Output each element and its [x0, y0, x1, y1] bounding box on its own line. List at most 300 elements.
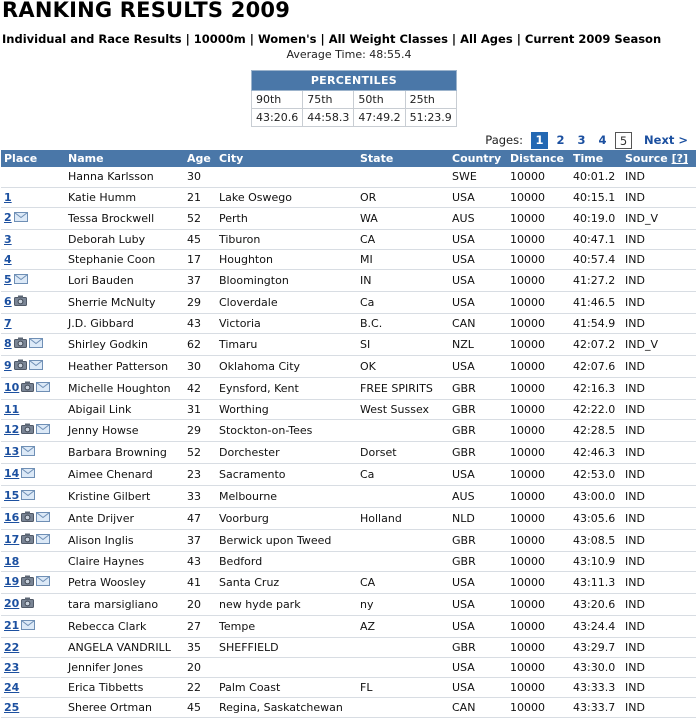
email-icon[interactable]: [14, 274, 28, 287]
source-cell: IND: [622, 571, 696, 593]
age-cell: 37: [184, 529, 216, 551]
percentiles-table: [251, 70, 457, 127]
source-cell: IND: [622, 697, 696, 717]
state-cell: WA: [357, 207, 449, 229]
next-page-link[interactable]: Next >: [644, 133, 688, 147]
distance-cell: 10000: [507, 441, 570, 463]
place-cell: [1, 697, 65, 717]
city-cell: Regina, Saskatchewan: [216, 697, 357, 717]
distance-cell: 10000: [507, 697, 570, 717]
source-cell: IND: [622, 637, 696, 657]
source-cell: IND: [622, 529, 696, 551]
time-cell: 43:05.6: [570, 507, 622, 529]
place-cell: [1, 355, 65, 377]
place-link[interactable]: 6: [4, 295, 12, 308]
pages-label: Pages:: [485, 133, 524, 147]
state-cell: FL: [357, 677, 449, 697]
place-link[interactable]: 23: [4, 660, 20, 674]
email-icon[interactable]: [14, 212, 28, 225]
age-cell: 20: [184, 593, 216, 615]
city-cell: Palm Coast: [216, 677, 357, 697]
name-cell: Tessa Brockwell: [65, 207, 184, 229]
country-cell: USA: [449, 187, 507, 207]
country-cell: CAN: [449, 697, 507, 717]
city-cell: Worthing: [216, 399, 357, 419]
city-cell: Oklahoma City: [216, 355, 357, 377]
name-cell: Erica Tibbetts: [65, 677, 184, 697]
source-cell: IND: [622, 291, 696, 313]
distance-cell: 10000: [507, 419, 570, 441]
distance-cell: 10000: [507, 551, 570, 571]
results-header-row: [1, 150, 696, 167]
column-header-place[interactable]: Place: [1, 150, 65, 167]
city-cell: Dorchester: [216, 441, 357, 463]
city-cell: Perth: [216, 207, 357, 229]
name-cell: Hanna Karlsson: [65, 167, 184, 187]
email-icon[interactable]: [36, 424, 50, 437]
place-link[interactable]: 25: [4, 700, 20, 714]
time-cell: 43:24.4: [570, 615, 622, 637]
age-cell: 45: [184, 697, 216, 717]
country-cell: SWE: [449, 167, 507, 187]
percentile-label: 90th: [252, 91, 303, 109]
age-cell: 29: [184, 419, 216, 441]
email-icon[interactable]: [21, 468, 35, 481]
city-cell: Berwick upon Tweed: [216, 529, 357, 551]
camera-icon[interactable]: [14, 337, 27, 351]
country-cell: USA: [449, 571, 507, 593]
state-cell: Ca: [357, 463, 449, 485]
country-cell: NZL: [449, 333, 507, 355]
city-cell: Cloverdale: [216, 291, 357, 313]
column-header-country[interactable]: Country: [449, 150, 507, 167]
city-cell: Bloomington: [216, 269, 357, 291]
source-cell: IND: [622, 355, 696, 377]
pagination: [485, 131, 688, 149]
percentile-value: 43:20.6: [252, 109, 303, 127]
place-cell: [1, 269, 65, 291]
time-cell: 42:22.0: [570, 399, 622, 419]
column-header-city[interactable]: City: [216, 150, 357, 167]
distance-cell: 10000: [507, 207, 570, 229]
source-cell: IND: [622, 229, 696, 249]
table-row: [1, 249, 696, 269]
email-icon[interactable]: [21, 620, 35, 633]
city-cell: Houghton: [216, 249, 357, 269]
place-link[interactable]: 19: [4, 575, 20, 588]
place-cell: [1, 333, 65, 355]
age-cell: 41: [184, 571, 216, 593]
table-row: [1, 313, 696, 333]
city-cell: Tempe: [216, 615, 357, 637]
age-cell: 27: [184, 615, 216, 637]
city-cell: Stockton-on-Tees: [216, 419, 357, 441]
name-cell: Heather Patterson: [65, 355, 184, 377]
table-row: [1, 593, 696, 615]
place-link[interactable]: 18: [4, 554, 20, 568]
place-link[interactable]: 21: [4, 619, 20, 632]
age-cell: 33: [184, 485, 216, 507]
time-cell: 43:00.0: [570, 485, 622, 507]
country-cell: GBR: [449, 399, 507, 419]
name-cell: Jennifer Jones: [65, 657, 184, 677]
source-cell: IND: [622, 657, 696, 677]
table-row: [1, 507, 696, 529]
time-cell: 43:20.6: [570, 593, 622, 615]
time-cell: 40:01.2: [570, 167, 622, 187]
source-label: Source: [625, 152, 668, 165]
place-cell: [1, 657, 65, 677]
time-cell: 43:33.3: [570, 677, 622, 697]
place-link[interactable]: 3: [4, 232, 12, 246]
name-cell: Shirley Godkin: [65, 333, 184, 355]
distance-cell: 10000: [507, 485, 570, 507]
country-cell: USA: [449, 463, 507, 485]
breadcrumb: Individual and Race Results | 10000m | Women's | All Weight Classes | All Ages | Current 2009 Season: [2, 32, 662, 46]
name-cell: Deborah Luby: [65, 229, 184, 249]
distance-cell: 10000: [507, 399, 570, 419]
state-cell: AZ: [357, 615, 449, 637]
time-cell: 43:33.7: [570, 697, 622, 717]
camera-icon[interactable]: [21, 533, 34, 547]
email-icon[interactable]: [36, 576, 50, 589]
email-icon[interactable]: [29, 338, 43, 351]
time-cell: 42:46.3: [570, 441, 622, 463]
distance-cell: 10000: [507, 657, 570, 677]
city-cell: Bedford: [216, 551, 357, 571]
source-cell: IND: [622, 187, 696, 207]
name-cell: Aimee Chenard: [65, 463, 184, 485]
name-cell: Barbara Browning: [65, 441, 184, 463]
source-cell: IND: [622, 677, 696, 697]
percentiles-header: PERCENTILES: [252, 71, 457, 91]
country-cell: AUS: [449, 485, 507, 507]
place-cell: [1, 615, 65, 637]
name-cell: Lori Bauden: [65, 269, 184, 291]
table-row: [1, 551, 696, 571]
email-icon[interactable]: [36, 512, 50, 525]
distance-cell: 10000: [507, 229, 570, 249]
place-link[interactable]: 22: [4, 640, 20, 654]
place-cell: [1, 485, 65, 507]
place-link[interactable]: 9: [4, 359, 12, 372]
state-cell: West Sussex: [357, 399, 449, 419]
place-link[interactable]: 7: [4, 316, 12, 330]
state-cell: [357, 657, 449, 677]
place-cell: [1, 463, 65, 485]
column-header-age[interactable]: Age: [184, 150, 216, 167]
place-cell: [1, 677, 65, 697]
source-cell: IND: [622, 485, 696, 507]
email-icon[interactable]: [36, 382, 50, 395]
camera-icon[interactable]: [21, 597, 34, 611]
time-cell: 43:11.3: [570, 571, 622, 593]
country-cell: GBR: [449, 551, 507, 571]
age-cell: 45: [184, 229, 216, 249]
table-row: [1, 463, 696, 485]
camera-icon[interactable]: [14, 295, 27, 309]
percentile-value: 51:23.9: [405, 109, 456, 127]
email-icon[interactable]: [36, 534, 50, 547]
time-cell: 40:19.0: [570, 207, 622, 229]
percentile-value: 47:49.2: [354, 109, 405, 127]
place-cell: [1, 229, 65, 249]
average-time: Average Time: 48:55.4: [286, 48, 412, 61]
time-cell: 40:15.1: [570, 187, 622, 207]
distance-cell: 10000: [507, 291, 570, 313]
age-cell: 20: [184, 657, 216, 677]
page-1-button[interactable]: 1: [531, 132, 548, 149]
name-cell: Michelle Houghton: [65, 377, 184, 399]
source-cell: IND: [622, 615, 696, 637]
state-cell: [357, 167, 449, 187]
source-cell: IND: [622, 419, 696, 441]
place-link[interactable]: 11: [4, 402, 20, 416]
state-cell: Holland: [357, 507, 449, 529]
place-link[interactable]: 14: [4, 467, 20, 480]
state-cell: [357, 551, 449, 571]
table-row: [1, 291, 696, 313]
age-cell: 17: [184, 249, 216, 269]
distance-cell: 10000: [507, 167, 570, 187]
table-row: [1, 529, 696, 551]
name-cell: Rebecca Clark: [65, 615, 184, 637]
distance-cell: 10000: [507, 637, 570, 657]
distance-cell: 10000: [507, 529, 570, 551]
state-cell: [357, 637, 449, 657]
age-cell: 30: [184, 167, 216, 187]
age-cell: 23: [184, 463, 216, 485]
time-cell: 41:27.2: [570, 269, 622, 291]
time-cell: 41:54.9: [570, 313, 622, 333]
distance-cell: 10000: [507, 593, 570, 615]
name-cell: Kristine Gilbert: [65, 485, 184, 507]
camera-icon[interactable]: [21, 511, 34, 525]
name-cell: Ante Drijver: [65, 507, 184, 529]
age-cell: 30: [184, 355, 216, 377]
city-cell: Melbourne: [216, 485, 357, 507]
country-cell: GBR: [449, 419, 507, 441]
place-cell: [1, 313, 65, 333]
table-row: [1, 333, 696, 355]
place-cell: [1, 291, 65, 313]
name-cell: ANGELA VANDRILL: [65, 637, 184, 657]
table-row: [1, 441, 696, 463]
table-row: [1, 269, 696, 291]
name-cell: Jenny Howse: [65, 419, 184, 441]
column-header-time[interactable]: Time: [570, 150, 622, 167]
state-cell: CA: [357, 571, 449, 593]
place-link[interactable]: 24: [4, 680, 20, 694]
name-cell: Sheree Ortman: [65, 697, 184, 717]
percentile-value: 44:58.3: [303, 109, 354, 127]
place-link[interactable]: 15: [4, 489, 20, 502]
place-link[interactable]: 13: [4, 445, 20, 458]
city-cell: new hyde park: [216, 593, 357, 615]
source-help-link[interactable]: [?]: [671, 152, 688, 165]
place-link[interactable]: 16: [4, 511, 20, 524]
country-cell: USA: [449, 355, 507, 377]
country-cell: GBR: [449, 441, 507, 463]
page-4-link[interactable]: 4: [598, 132, 607, 147]
distance-cell: 10000: [507, 507, 570, 529]
table-row: [1, 615, 696, 637]
time-cell: 43:10.9: [570, 551, 622, 571]
time-cell: 43:29.7: [570, 637, 622, 657]
results-body: [1, 167, 696, 717]
country-cell: USA: [449, 657, 507, 677]
distance-cell: 10000: [507, 377, 570, 399]
state-cell: [357, 697, 449, 717]
time-cell: 42:16.3: [570, 377, 622, 399]
place-link[interactable]: 17: [4, 533, 20, 546]
city-cell: Voorburg: [216, 507, 357, 529]
source-cell: IND: [622, 441, 696, 463]
time-cell: 42:07.6: [570, 355, 622, 377]
state-cell: [357, 529, 449, 551]
distance-cell: 10000: [507, 677, 570, 697]
city-cell: Lake Oswego: [216, 187, 357, 207]
distance-cell: 10000: [507, 313, 570, 333]
country-cell: GBR: [449, 529, 507, 551]
email-icon[interactable]: [29, 360, 43, 373]
place-link[interactable]: 1: [4, 190, 12, 204]
country-cell: USA: [449, 677, 507, 697]
place-link[interactable]: 5: [4, 273, 12, 286]
column-header-source: [622, 150, 696, 167]
name-cell: Claire Haynes: [65, 551, 184, 571]
country-cell: AUS: [449, 207, 507, 229]
source-cell: IND: [622, 507, 696, 529]
camera-icon[interactable]: [21, 423, 34, 437]
time-cell: 40:47.1: [570, 229, 622, 249]
place-cell: [1, 593, 65, 615]
name-cell: J.D. Gibbard: [65, 313, 184, 333]
time-cell: 42:28.5: [570, 419, 622, 441]
email-icon[interactable]: [21, 490, 35, 503]
age-cell: 62: [184, 333, 216, 355]
age-cell: 35: [184, 637, 216, 657]
city-cell: Sacramento: [216, 463, 357, 485]
column-header-name[interactable]: Name: [65, 150, 184, 167]
city-cell: Tiburon: [216, 229, 357, 249]
percentile-label: 75th: [303, 91, 354, 109]
place-cell: [1, 571, 65, 593]
time-cell: 42:07.2: [570, 333, 622, 355]
city-cell: Eynsford, Kent: [216, 377, 357, 399]
name-cell: Sherrie McNulty: [65, 291, 184, 313]
name-cell: Alison Inglis: [65, 529, 184, 551]
name-cell: Abigail Link: [65, 399, 184, 419]
place-cell: [1, 551, 65, 571]
table-row: [1, 657, 696, 677]
age-cell: 37: [184, 269, 216, 291]
source-cell: IND: [622, 377, 696, 399]
place-cell: [1, 529, 65, 551]
page-5-link[interactable]: 5: [615, 132, 632, 149]
table-row: [1, 207, 696, 229]
source-cell: IND_V: [622, 207, 696, 229]
table-row: [1, 229, 696, 249]
results-table: [1, 150, 696, 718]
city-cell: [216, 167, 357, 187]
age-cell: 52: [184, 207, 216, 229]
age-cell: 43: [184, 313, 216, 333]
age-cell: 47: [184, 507, 216, 529]
source-cell: IND_V: [622, 333, 696, 355]
time-cell: 40:57.4: [570, 249, 622, 269]
country-cell: USA: [449, 593, 507, 615]
city-cell: SHEFFIELD: [216, 637, 357, 657]
camera-icon[interactable]: [14, 359, 27, 373]
country-cell: GBR: [449, 637, 507, 657]
name-cell: Petra Woosley: [65, 571, 184, 593]
place-cell: [1, 637, 65, 657]
place-link[interactable]: 4: [4, 252, 12, 266]
time-cell: 41:46.5: [570, 291, 622, 313]
column-header-state[interactable]: State: [357, 150, 449, 167]
time-cell: 42:53.0: [570, 463, 622, 485]
place-link[interactable]: 20: [4, 597, 20, 610]
place-link[interactable]: 10: [4, 381, 20, 394]
place-cell: [1, 167, 65, 187]
column-header-distance[interactable]: Distance: [507, 150, 570, 167]
city-cell: Timaru: [216, 333, 357, 355]
table-row: [1, 355, 696, 377]
distance-cell: 10000: [507, 615, 570, 637]
place-link[interactable]: 12: [4, 423, 20, 436]
place-cell: [1, 249, 65, 269]
table-row: [1, 677, 696, 697]
source-cell: IND: [622, 593, 696, 615]
place-cell: [1, 441, 65, 463]
distance-cell: 10000: [507, 249, 570, 269]
state-cell: MI: [357, 249, 449, 269]
camera-icon[interactable]: [21, 575, 34, 589]
table-row: [1, 571, 696, 593]
percentile-label: 50th: [354, 91, 405, 109]
table-row: [1, 485, 696, 507]
table-row: [1, 399, 696, 419]
country-cell: USA: [449, 269, 507, 291]
place-link[interactable]: 8: [4, 337, 12, 350]
camera-icon[interactable]: [21, 381, 34, 395]
distance-cell: 10000: [507, 187, 570, 207]
page-3-link[interactable]: 3: [577, 132, 586, 147]
page-2-link[interactable]: 2: [556, 132, 565, 147]
source-cell: IND: [622, 551, 696, 571]
place-link[interactable]: 2: [4, 211, 12, 224]
state-cell: B.C.: [357, 313, 449, 333]
percentile-label: 25th: [405, 91, 456, 109]
city-cell: [216, 657, 357, 677]
email-icon[interactable]: [21, 446, 35, 459]
distance-cell: 10000: [507, 463, 570, 485]
state-cell: CA: [357, 229, 449, 249]
age-cell: 21: [184, 187, 216, 207]
city-cell: Victoria: [216, 313, 357, 333]
country-cell: GBR: [449, 377, 507, 399]
table-row: [1, 377, 696, 399]
state-cell: [357, 419, 449, 441]
state-cell: IN: [357, 269, 449, 291]
name-cell: tara marsigliano: [65, 593, 184, 615]
distance-cell: 10000: [507, 269, 570, 291]
state-cell: SI: [357, 333, 449, 355]
source-cell: IND: [622, 463, 696, 485]
state-cell: Dorset: [357, 441, 449, 463]
city-cell: Santa Cruz: [216, 571, 357, 593]
